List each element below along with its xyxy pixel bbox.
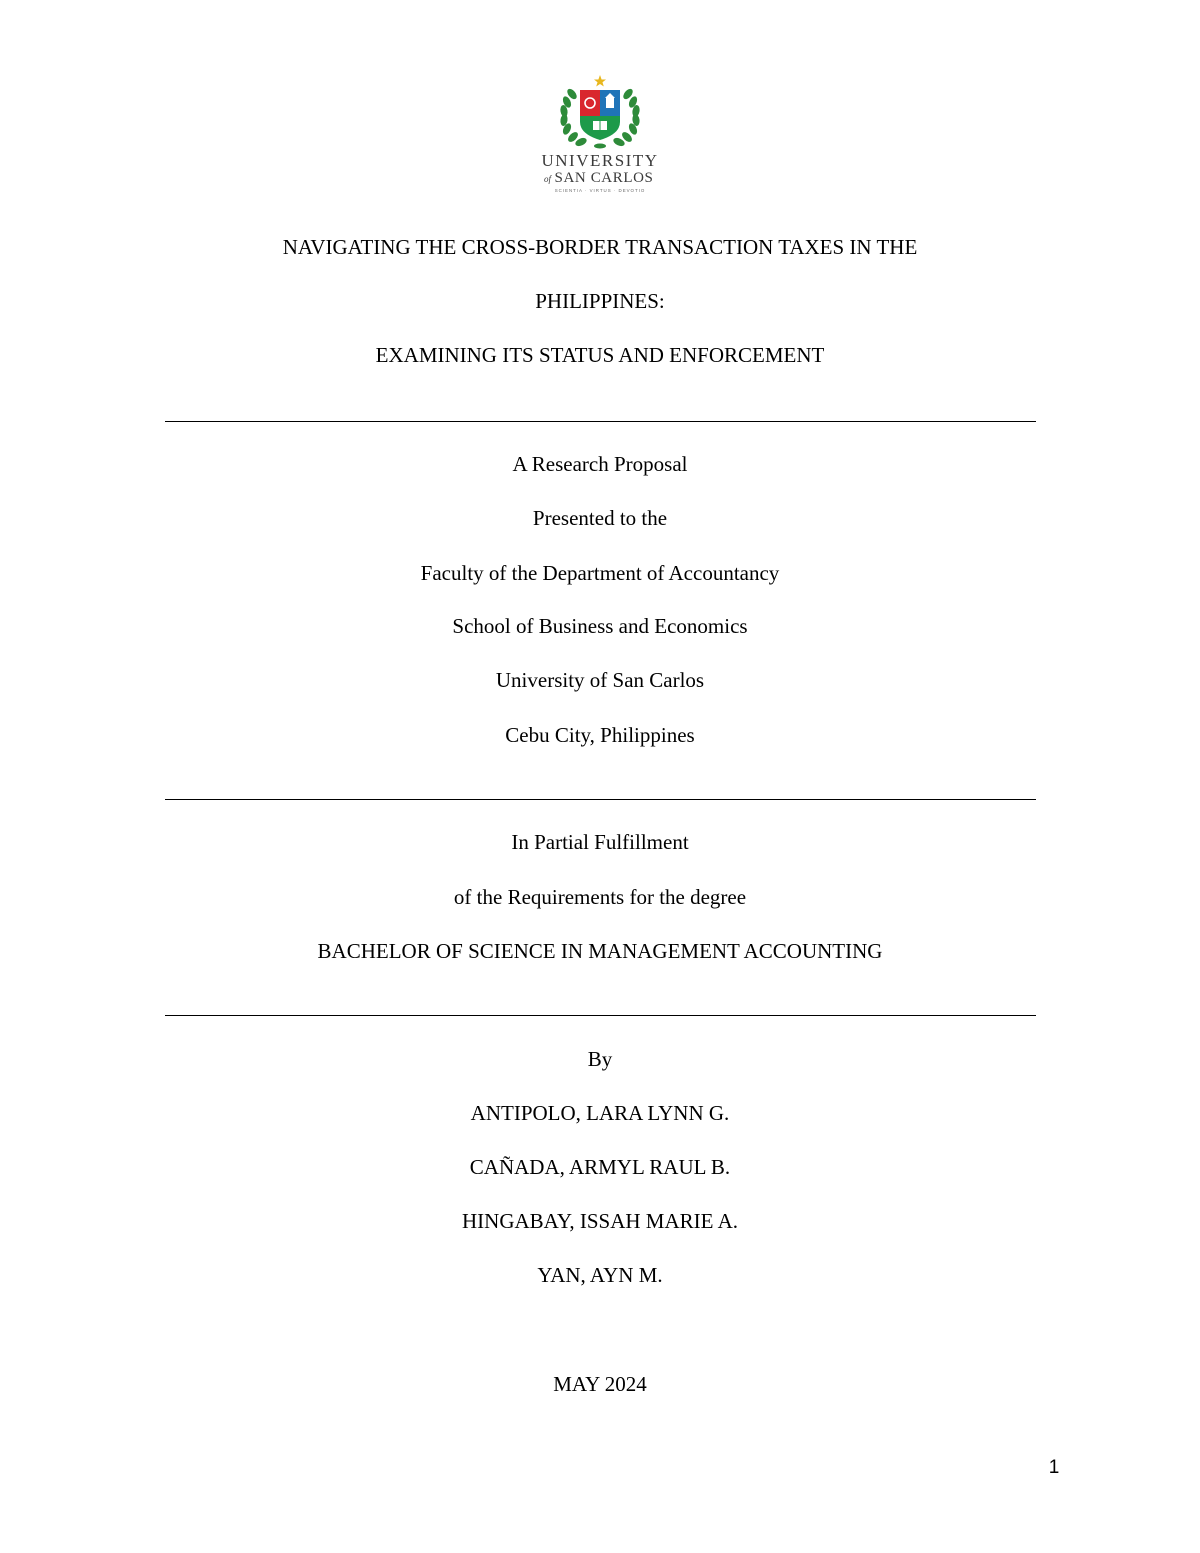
logo-motto-text: SCIENTIA · VIRTUS · DEVOTIO [554, 188, 646, 193]
logo-name-text: SAN CARLOS [554, 170, 654, 186]
university-line: University of San Carlos [495, 668, 705, 692]
proposal-type: A Research Proposal [512, 452, 688, 476]
by-label: By [587, 1047, 613, 1071]
divider-3 [165, 1015, 1036, 1016]
shield-icon [580, 90, 620, 140]
logo-university-text: UNIVERSITY [541, 151, 659, 170]
title-line-1: NAVIGATING THE CROSS-BORDER TRANSACTION TAXES IN THE [282, 235, 918, 259]
author-name: CAÑADA, ARMYL RAUL B. [469, 1155, 731, 1179]
divider-1 [165, 421, 1036, 422]
page-number: 1 [1048, 1457, 1060, 1478]
logo-of-text: of [544, 174, 552, 184]
fulfillment-line-1: In Partial Fulfillment [511, 830, 689, 854]
degree-line: BACHELOR OF SCIENCE IN MANAGEMENT ACCOUNTING [317, 939, 883, 963]
author-name: ANTIPOLO, LARA LYNN G. [470, 1101, 730, 1125]
author-name: YAN, AYN M. [537, 1263, 663, 1287]
school-line: School of Business and Economics [452, 614, 748, 638]
star-icon [594, 75, 606, 87]
location-line: Cebu City, Philippines [505, 723, 695, 747]
title-line-2: PHILIPPINES: [535, 289, 665, 313]
university-logo [530, 72, 670, 198]
department-line: Faculty of the Department of Accountancy [420, 561, 780, 585]
presented-to: Presented to the [532, 506, 668, 530]
fulfillment-line-2: of the Requirements for the degree [453, 885, 747, 909]
title-line-3: EXAMINING ITS STATUS AND ENFORCEMENT [375, 343, 825, 367]
submission-date: MAY 2024 [553, 1372, 647, 1396]
divider-2 [165, 799, 1036, 800]
author-name: HINGABAY, ISSAH MARIE A. [462, 1209, 738, 1233]
